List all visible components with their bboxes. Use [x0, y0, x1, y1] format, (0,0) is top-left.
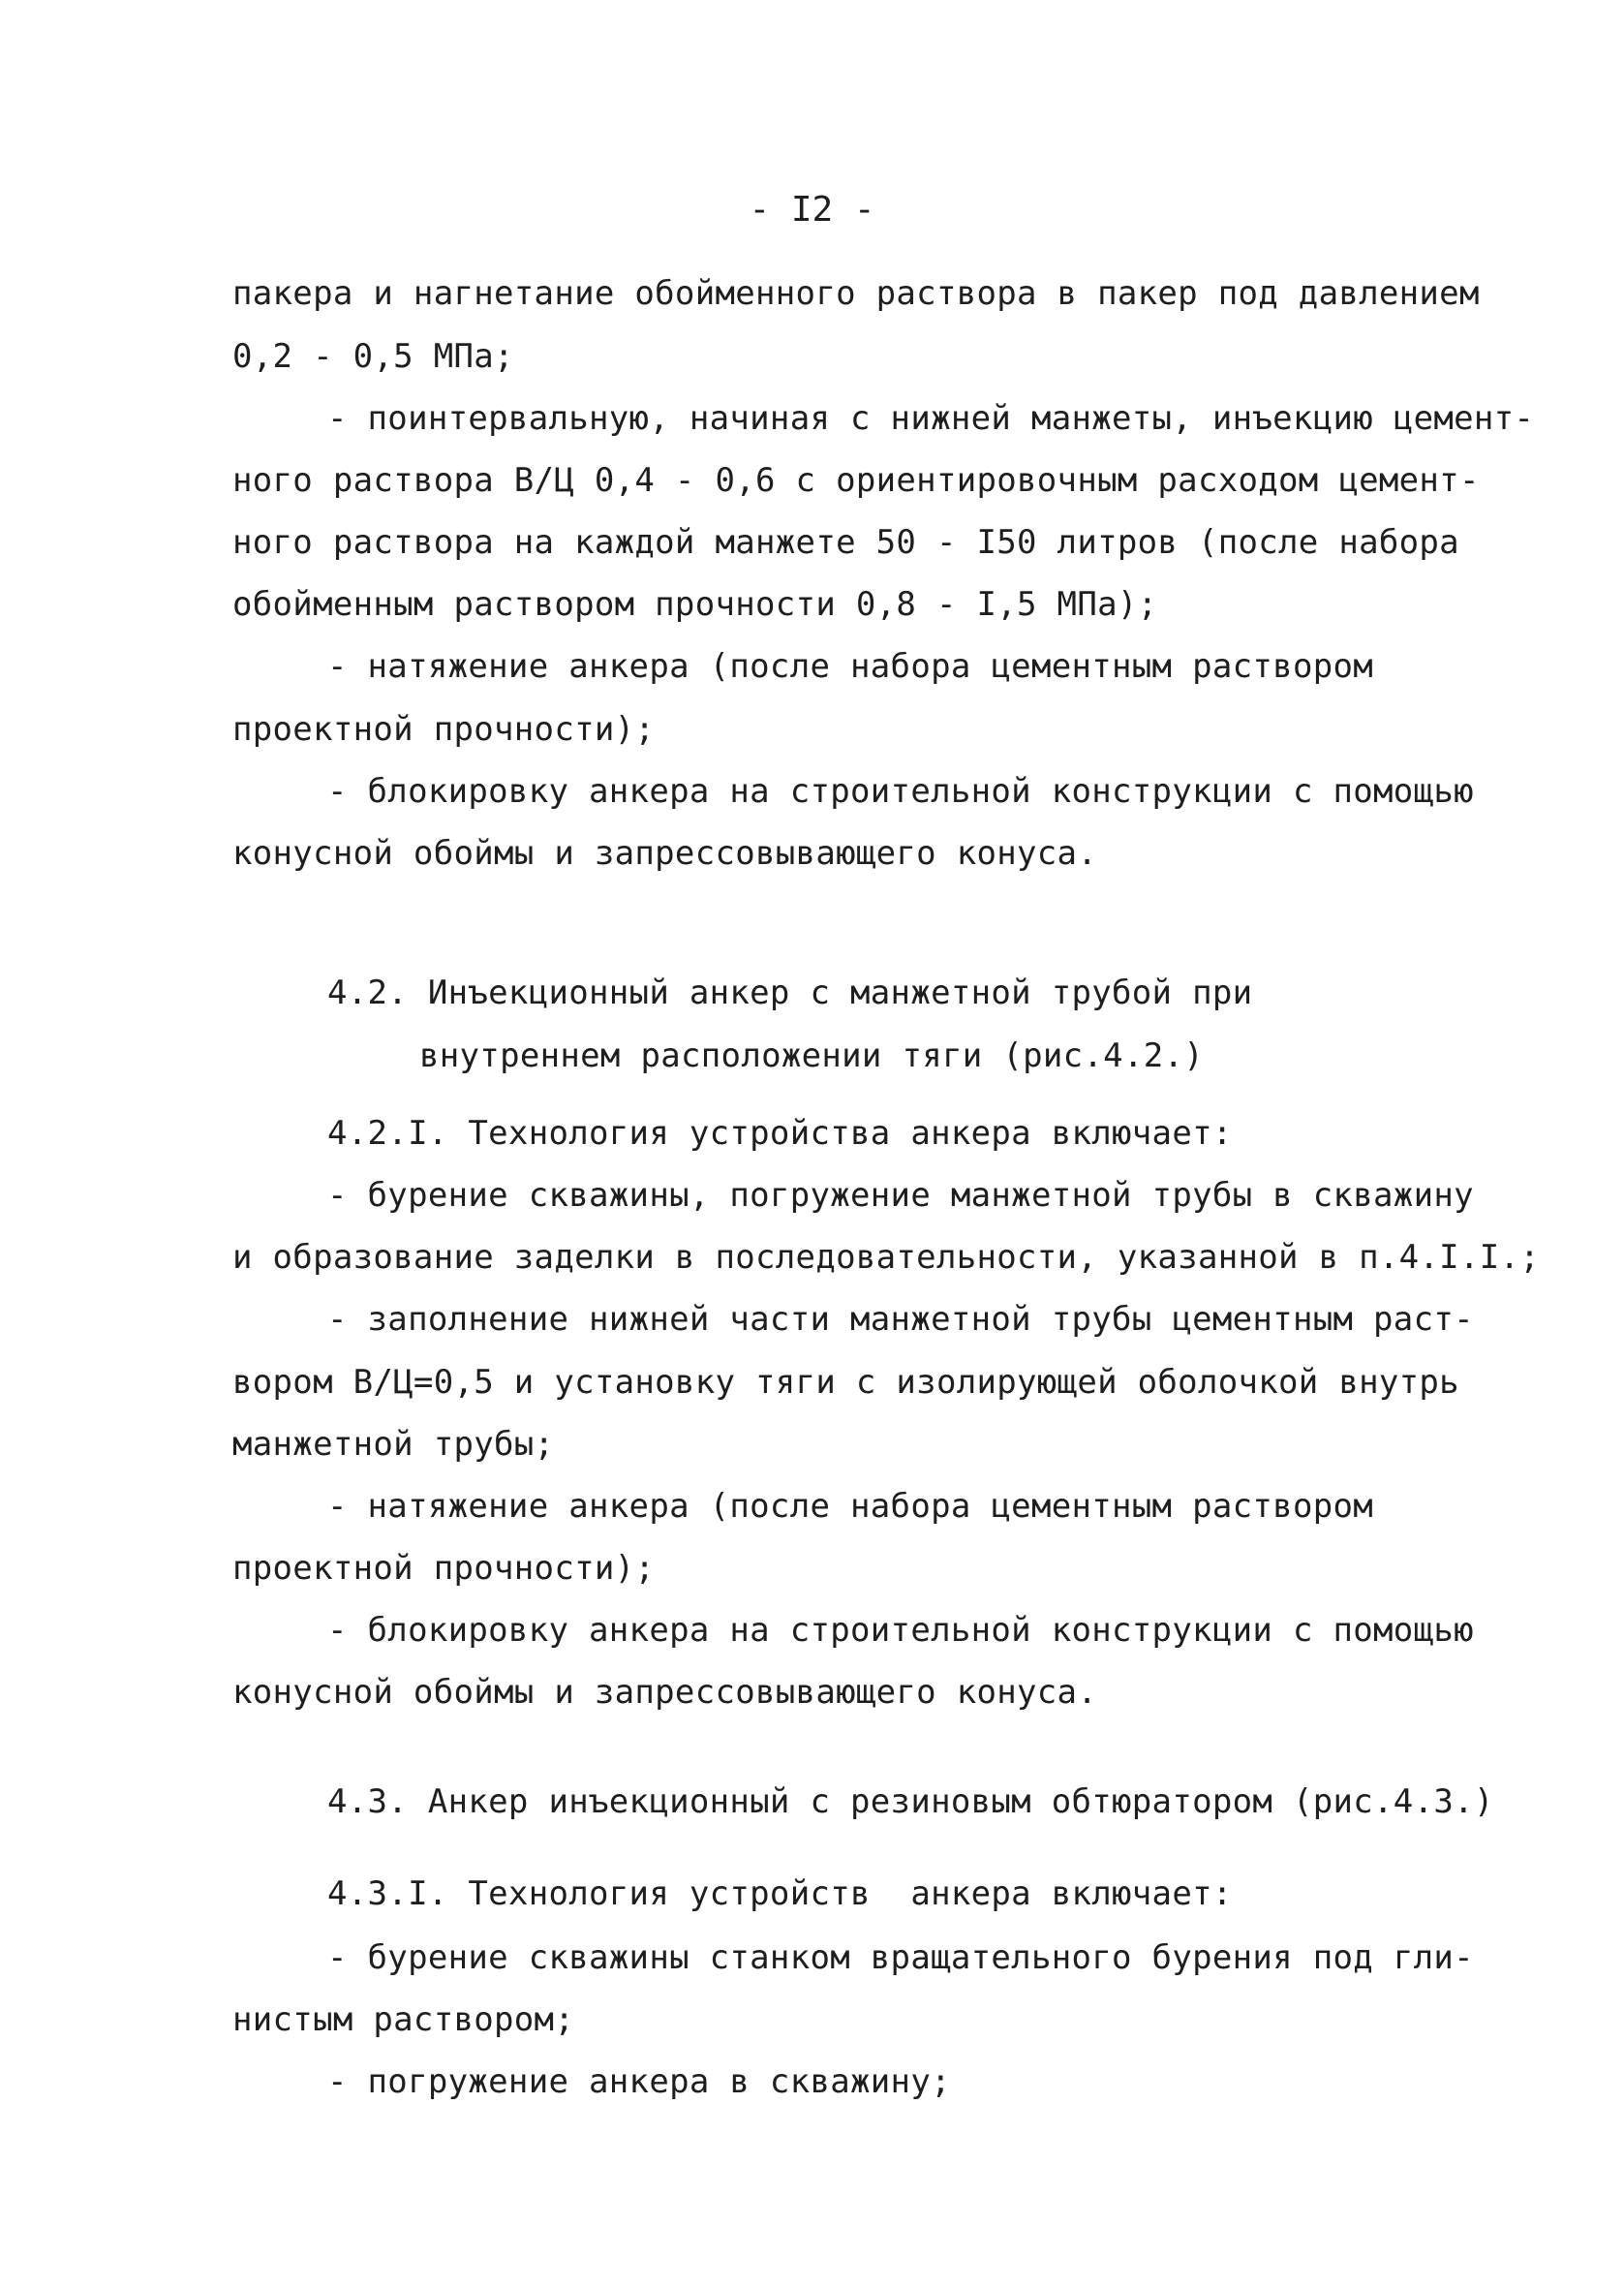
list-item: - бурение скважины станком вращательного бурения под гли- [327, 1938, 1474, 1977]
text-line: манжетной трубы; [232, 1425, 555, 1464]
section-heading: 4.2. Инъекционный анкер с манжетной трубой при [327, 974, 1253, 1012]
text-line: ного раствора на каждой манжете 50 - I50 литров (после набора [232, 523, 1459, 562]
list-item: - поинтервальную, начиная с нижней манжеты, инъекцию цемент- [327, 399, 1535, 438]
list-item: - натяжение анкера (после набора цементным раствором [327, 647, 1374, 686]
page-number: - I2 - [749, 190, 875, 230]
list-item: - натяжение анкера (после набора цементным раствором [327, 1487, 1374, 1526]
text-line: и образование заделки в последовательности, указанной в п.4.I.I.; [232, 1238, 1541, 1277]
text-line: пакера и нагнетание обойменного раствора в пакер под давлением [232, 274, 1480, 313]
list-item: - блокировку анкера на строительной конструкции с помощью [327, 1611, 1474, 1650]
section-heading: 4.3. Анкер инъекционный с резиновым обтюратором (рис.4.3.) [327, 1782, 1494, 1821]
text-line: конусной обоймы и запрессовывающего конуса. [232, 1673, 1098, 1712]
text-line: вором В/Ц=0,5 и установку тяги с изолирующей оболочкой внутрь [232, 1363, 1459, 1402]
text-line: конусной обоймы и запрессовывающего конуса. [232, 834, 1098, 873]
section-heading: внутреннем расположении тяги (рис.4.2.) [419, 1036, 1205, 1075]
subsection-heading: 4.3.I. Технология устройств анкера включает: [327, 1874, 1233, 1913]
text-line: 0,2 - 0,5 МПа; [232, 337, 514, 376]
text-line: ного раствора В/Ц 0,4 - 0,6 с ориентировочным расходом цемент- [232, 461, 1480, 500]
list-item: - заполнение нижней части манжетной трубы цементным раст- [327, 1300, 1474, 1339]
text-line: обойменным раствором прочности 0,8 - I,5 МПа); [232, 585, 1158, 624]
list-item: - бурение скважины, погружение манжетной трубы в скважину [327, 1176, 1474, 1215]
text-line: нистым раствором; [232, 2000, 575, 2039]
text-line: проектной прочности); [232, 710, 656, 749]
list-item: - блокировку анкера на строительной конструкции с помощью [327, 772, 1474, 811]
list-item: - погружение анкера в скважину; [327, 2062, 951, 2101]
text-line: проектной прочности); [232, 1549, 656, 1588]
subsection-heading: 4.2.I. Технология устройства анкера включает: [327, 1114, 1233, 1153]
